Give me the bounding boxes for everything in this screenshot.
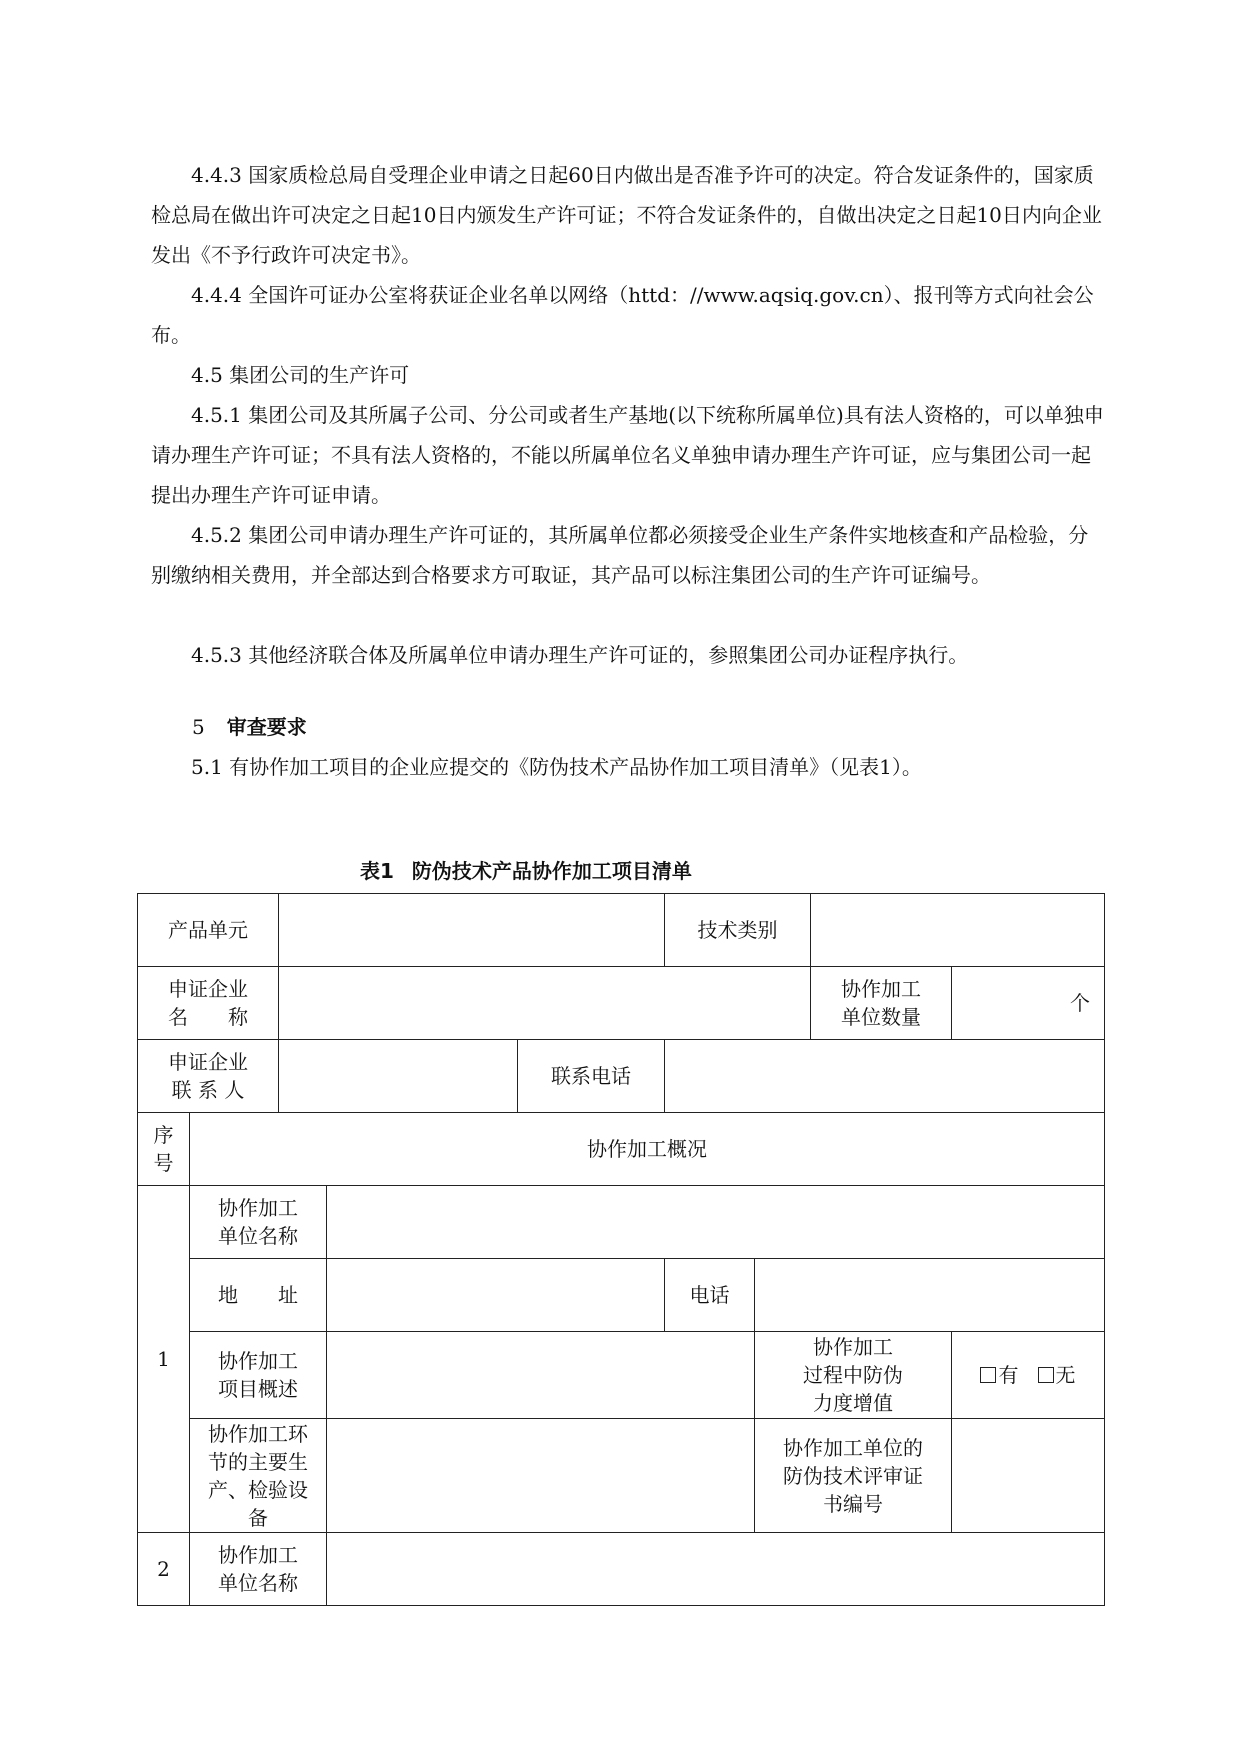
yes-label: 有 <box>998 1363 1019 1387</box>
unit-name-label: 协作加工 单位名称 <box>190 1186 327 1259</box>
seq-label: 序 号 <box>138 1113 190 1186</box>
anti-counterfeit-options <box>952 1332 1105 1419</box>
contact-value[interactable] <box>279 1040 518 1113</box>
paragraph-4-4-3: 4.4.3 国家质检总局自受理企业申请之日起60日内做出是否准予许可的决定。符合发证条件的，国家质检总局在做出许可决定之日起10日内颁发生产许可证；不符合发证条件的，自做出决定之日起10日内向企业发出《不予行政许可决定书》。 <box>151 163 1102 267</box>
unit-phone-value[interactable] <box>755 1259 1105 1332</box>
product-unit-label: 产品单元 <box>138 894 279 967</box>
row-number-2: 2 <box>138 1533 190 1606</box>
table-row <box>138 1259 1105 1332</box>
address-value[interactable] <box>327 1259 665 1332</box>
unit-name-value[interactable] <box>327 1186 1105 1259</box>
tech-category-label: 技术类别 <box>665 894 811 967</box>
unit-phone-label: 电话 <box>665 1259 755 1332</box>
unit2-name-value[interactable] <box>327 1533 1105 1606</box>
anti-counterfeit-label: 协作加工 过程中防伪 力度增值 <box>755 1332 952 1419</box>
yes-checkbox[interactable] <box>980 1367 996 1383</box>
no-label: 无 <box>1055 1363 1076 1387</box>
project-desc-label: 协作加工 项目概述 <box>190 1332 327 1419</box>
table-number: 表1 <box>360 859 394 883</box>
paragraph-4-5: 4.5 集团公司的生产许可 <box>191 363 410 387</box>
table-row <box>138 967 1105 1040</box>
overview-label: 协作加工概况 <box>190 1113 1105 1186</box>
table-row <box>138 894 1105 967</box>
paragraph-4-5-1: 4.5.1 集团公司及其所属子公司、分公司或者生产基地(以下统称所属单位)具有法人资格的，可以单独申请办理生产许可证；不具有法人资格的，不能以所属单位名义单独申请办理生产许可证，应与集团公司一起提出办理生产许可证申请。 <box>151 403 1104 507</box>
address-label: 地 址 <box>190 1259 327 1332</box>
paragraph-4-5-3: 4.5.3 其他经济联合体及所属单位申请办理生产许可证的，参照集团公司办证程序执行。 <box>191 643 969 667</box>
equipment-value[interactable] <box>327 1419 755 1533</box>
applicant-name-label: 申证企业 名 称 <box>138 967 279 1040</box>
table-row <box>138 1332 1105 1419</box>
table-row <box>138 1186 1105 1259</box>
unit2-name-label: 协作加工 单位名称 <box>190 1533 327 1606</box>
paragraph-4-4-4: 4.4.4 全国许可证办公室将获证企业名单以网络（httd：//www.aqsiq.gov.cn）、报刊等方式向社会公布。 <box>151 283 1094 347</box>
project-desc-value[interactable] <box>327 1332 755 1419</box>
table-title-text: 防伪技术产品协作加工项目清单 <box>411 859 692 883</box>
equipment-label: 协作加工环 节的主要生 产、检验设 备 <box>190 1419 327 1533</box>
table-title <box>360 855 692 884</box>
row-number-1: 1 <box>138 1186 190 1533</box>
table-row <box>138 1419 1105 1533</box>
cert-number-label: 协作加工单位的 防伪技术评审证 书编号 <box>755 1419 952 1533</box>
paragraph-5-1: 5.1 有协作加工项目的企业应提交的《防伪技术产品协作加工项目清单》（见表1）。 <box>191 755 922 779</box>
section-number: 5 <box>192 715 205 739</box>
tech-category-value[interactable] <box>811 894 1105 967</box>
section-title: 审查要求 <box>226 715 307 739</box>
table-row <box>138 1113 1105 1186</box>
cert-number-value[interactable] <box>952 1419 1105 1533</box>
coop-count-label: 协作加工 单位数量 <box>811 967 952 1040</box>
section-5-heading <box>192 707 307 747</box>
coop-count-value[interactable]: 个 <box>952 967 1105 1040</box>
phone-value[interactable] <box>665 1040 1105 1113</box>
paragraph-4-5-2: 4.5.2 集团公司申请办理生产许可证的，其所属单位都必须接受企业生产条件实地核查和产品检验，分别缴纳相关费用，并全部达到合格要求方可取证，其产品可以标注集团公司的生产许可证编号。 <box>151 523 1089 587</box>
applicant-name-value[interactable] <box>279 967 811 1040</box>
project-list-table <box>137 893 1105 1606</box>
table-row <box>138 1533 1105 1606</box>
table-row <box>138 1040 1105 1113</box>
phone-label: 联系电话 <box>518 1040 665 1113</box>
contact-label: 申证企业 联 系 人 <box>138 1040 279 1113</box>
product-unit-value[interactable] <box>279 894 665 967</box>
no-checkbox[interactable] <box>1038 1367 1054 1383</box>
